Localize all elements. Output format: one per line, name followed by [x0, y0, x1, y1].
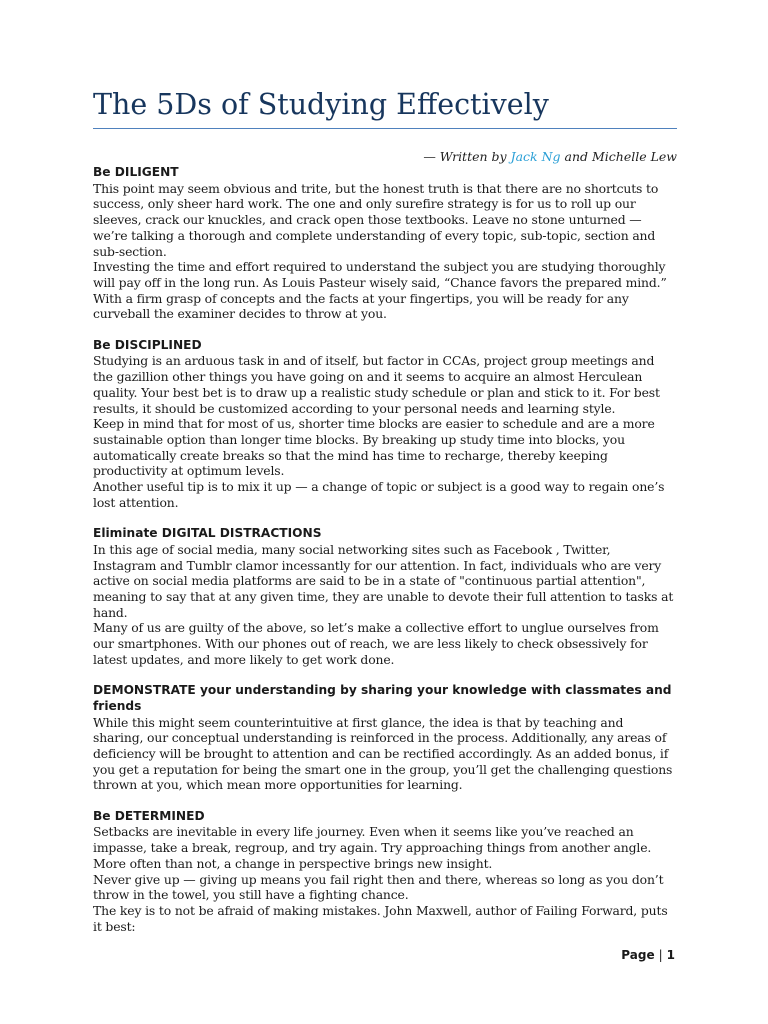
section-demonstrate — [93, 683, 677, 793]
paragraph: Setbacks are inevitable in every life journey. Even when it seems like you’ve reached an impasse, take a break, regroup, and try again. Try approaching things from another angle. More often than not, a change in perspective brings new insight. — [93, 824, 652, 871]
byline — [423, 149, 677, 164]
section-disciplined — [93, 338, 677, 511]
page-label: Page — [621, 948, 655, 962]
paragraph: The key is to not be afraid of making mistakes. John Maxwell, author of Failing Forward, puts it best: — [93, 902, 668, 934]
section-diligent — [93, 165, 677, 322]
paragraph: Investing the time and effort required to understand the subject you are studying thoroughly will pay off in the long run. As Louis Pasteur wisely said, “Chance favors the prepared mind.” With a firm grasp of concepts and the facts at your fingertips, you will be ready for any curveball the examiner decides to throw at you. — [93, 259, 667, 322]
section-heading: DEMONSTRATE your understanding by sharing your knowledge with classmates and friends — [93, 683, 672, 713]
page-separator: | — [658, 948, 663, 962]
section-heading: Be DISCIPLINED — [93, 337, 202, 352]
byline-rest: and Michelle Lew — [560, 149, 677, 164]
section-heading: Be DETERMINED — [93, 808, 205, 823]
page-footer — [621, 948, 675, 962]
paragraph: Studying is an arduous task in and of itself, but factor in CCAs, project group meetings and the gazillion other things you have going on and it seems to acquire an almost Herculean quality. Your best bet is to draw up a realistic study schedule or plan and stick to it. For best results, it should be customized according to your personal needs and learning style. — [93, 353, 660, 416]
paragraph: In this age of social media, many social networking sites such as Facebook , Twitter, Instagram and Tumblr clamor incessantly for our attention. In fact, individuals who are very active on social media platforms are said to be in a state of "continuous partial attention", meaning to say that at any given time, they are unable to devote their full attention to tasks at hand. — [93, 541, 674, 620]
paragraph: While this might seem counterintuitive at first glance, the idea is that by teaching and sharing, our conceptual understanding is reinforced in the process. Additionally, any areas of deficiency will be brought to attention and can be rectified accordingly. As an added bonus, if you get a reputation for being the smart one in the group, you’ll get the challenging questions thrown at you, which mean more opportunities for learning. — [93, 714, 673, 793]
document-body — [93, 165, 677, 950]
title-underline-rule — [93, 128, 677, 129]
section-digital-distractions — [93, 526, 677, 667]
section-heading: Be DILIGENT — [93, 165, 179, 179]
section-heading: Eliminate DIGITAL DISTRACTIONS — [93, 526, 322, 541]
paragraph: Never give up — giving up means you fail right then and there, whereas so long as you don’t throw in the towel, you still have a fighting chance. — [93, 871, 664, 903]
section-determined — [93, 809, 677, 935]
document-title: The 5Ds of Studying Effectively — [93, 88, 549, 121]
paragraph: Another useful tip is to mix it up — a change of topic or subject is a good way to regain one’s lost attention. — [93, 479, 665, 510]
paragraph: Many of us are guilty of the above, so let’s make a collective effort to unglue ourselves from our smartphones. With our phones out of reach, we are less likely to check obsessively for latest updates, and more likely to get work done. — [93, 620, 659, 667]
paragraph: Keep in mind that for most of us, shorter time blocks are easier to schedule and are a more sustainable option than longer time blocks. By breaking up study time into blocks, you automatically create breaks so that the mind has time to recharge, thereby keeping productivity at optimum levels. — [93, 416, 655, 479]
byline-prefix: — Written by — [423, 149, 511, 164]
paragraph: This point may seem obvious and trite, but the honest truth is that there are no shortcuts to success, only sheer hard work. The one and only surefire strategy is for us to roll up our sleeves, crack our knuckles, and crack open those textbooks. Leave no stone unturned — we’re talking a thorough and complete understanding of every topic, sub-topic, section and sub-section. — [93, 180, 659, 259]
author-link-jack-ng[interactable]: Jack Ng — [510, 149, 561, 164]
page-number: 1 — [666, 948, 675, 962]
